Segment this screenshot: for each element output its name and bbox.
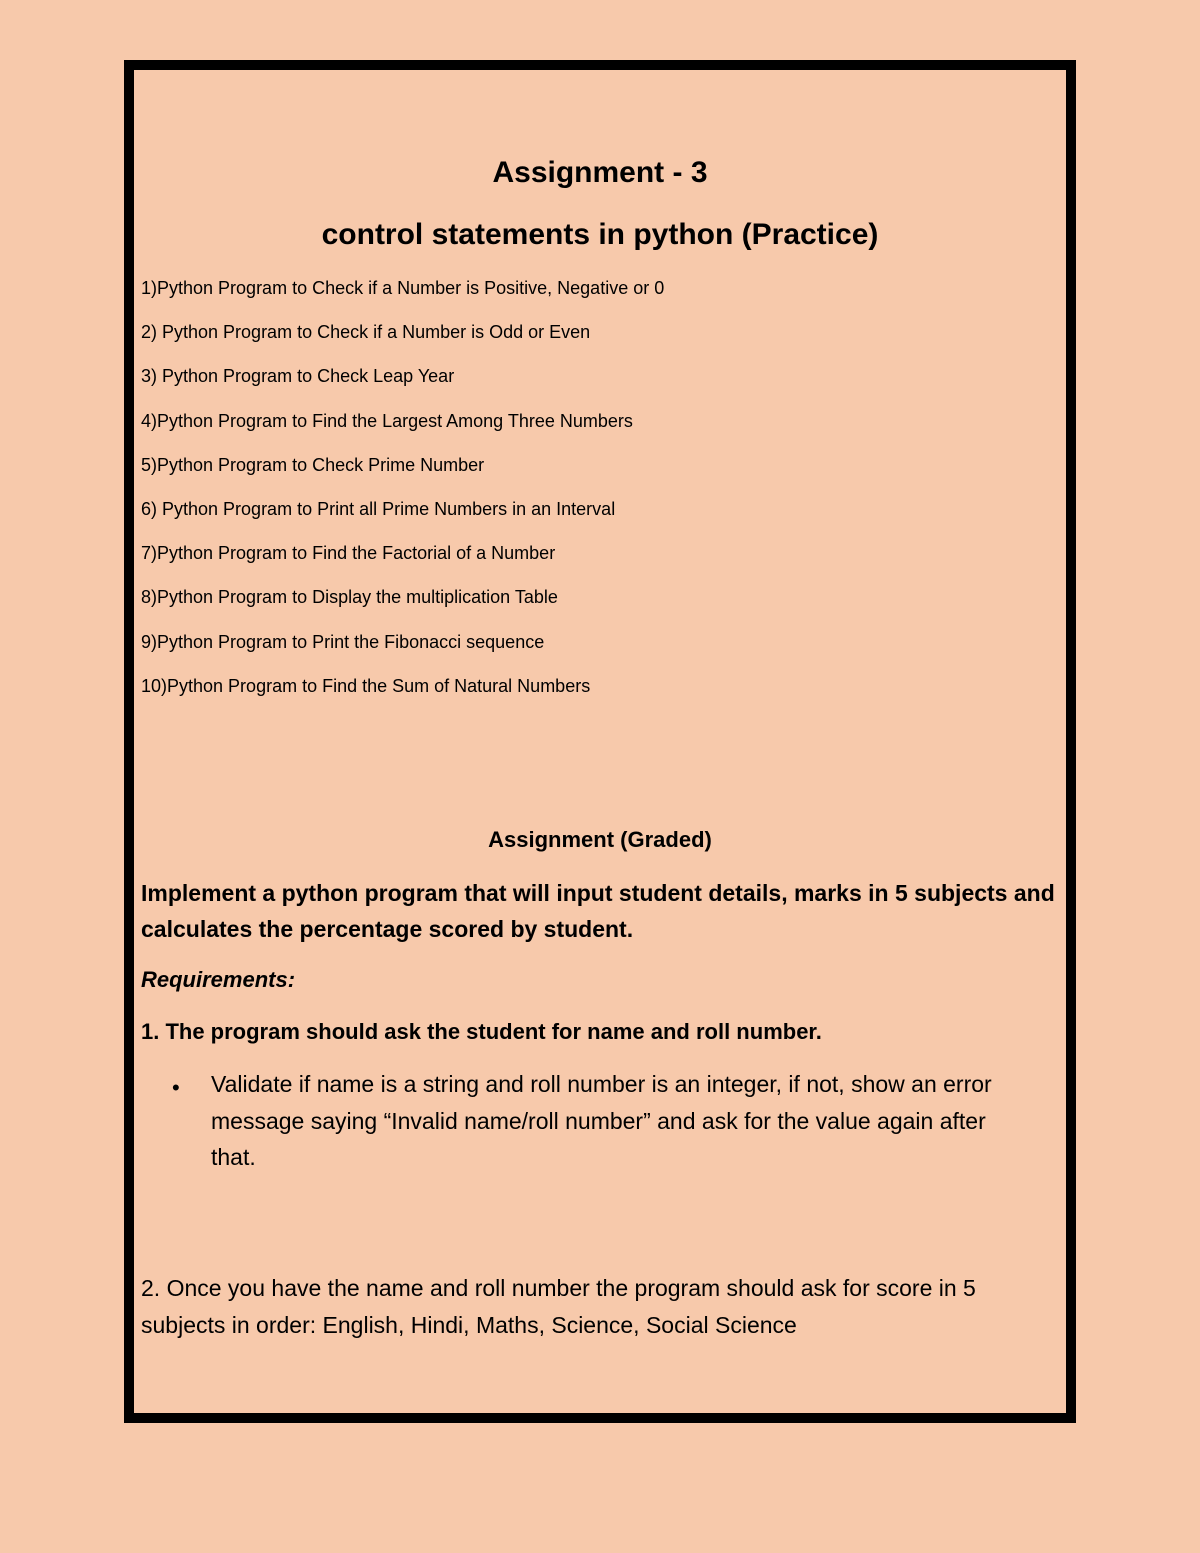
practice-item: 3) Python Program to Check Leap Year	[141, 366, 455, 387]
practice-item: 10)Python Program to Find the Sum of Natural Numbers	[141, 675, 591, 696]
bullet-icon: •	[172, 1075, 180, 1100]
practice-item: 7)Python Program to Find the Factorial of a Number	[141, 543, 556, 564]
page-subtitle: control statements in python (Practice)	[321, 218, 879, 251]
practice-list	[141, 277, 664, 719]
graded-intro: Implement a python program that will input student details, marks in 5 subjects and calculates the percentage scored by student.	[141, 880, 1055, 942]
requirement-2: 2. Once you have the name and roll number the program should ask for score in 5 subjects in order: English, Hindi, Maths, Science, Social Science	[141, 1275, 976, 1338]
document-border-frame	[124, 60, 1076, 1423]
requirements-label: Requirements:	[141, 967, 296, 992]
practice-item: 8)Python Program to Display the multiplication Table	[141, 587, 558, 608]
graded-heading: Assignment (Graded)	[488, 827, 712, 852]
practice-item: 1)Python Program to Check if a Number is Positive, Negative or 0	[141, 278, 665, 298]
practice-item: 6) Python Program to Print all Prime Numbers in an Interval	[141, 498, 616, 519]
requirement-1: 1. The program should ask the student for name and roll number.	[141, 1019, 822, 1044]
practice-item: 2) Python Program to Check if a Number is Odd or Even	[141, 322, 591, 343]
practice-item: 9)Python Program to Print the Fibonacci sequence	[141, 631, 545, 652]
practice-item: 4)Python Program to Find the Largest Among Three Numbers	[141, 410, 633, 431]
practice-item: 5)Python Program to Check Prime Number	[141, 454, 485, 475]
page-title: Assignment - 3	[492, 156, 708, 189]
requirement-1-bullet: Validate if name is a string and roll number is an integer, if not, show an error message saying “Invalid name/roll number” and ask for the value again after that.	[211, 1071, 992, 1170]
